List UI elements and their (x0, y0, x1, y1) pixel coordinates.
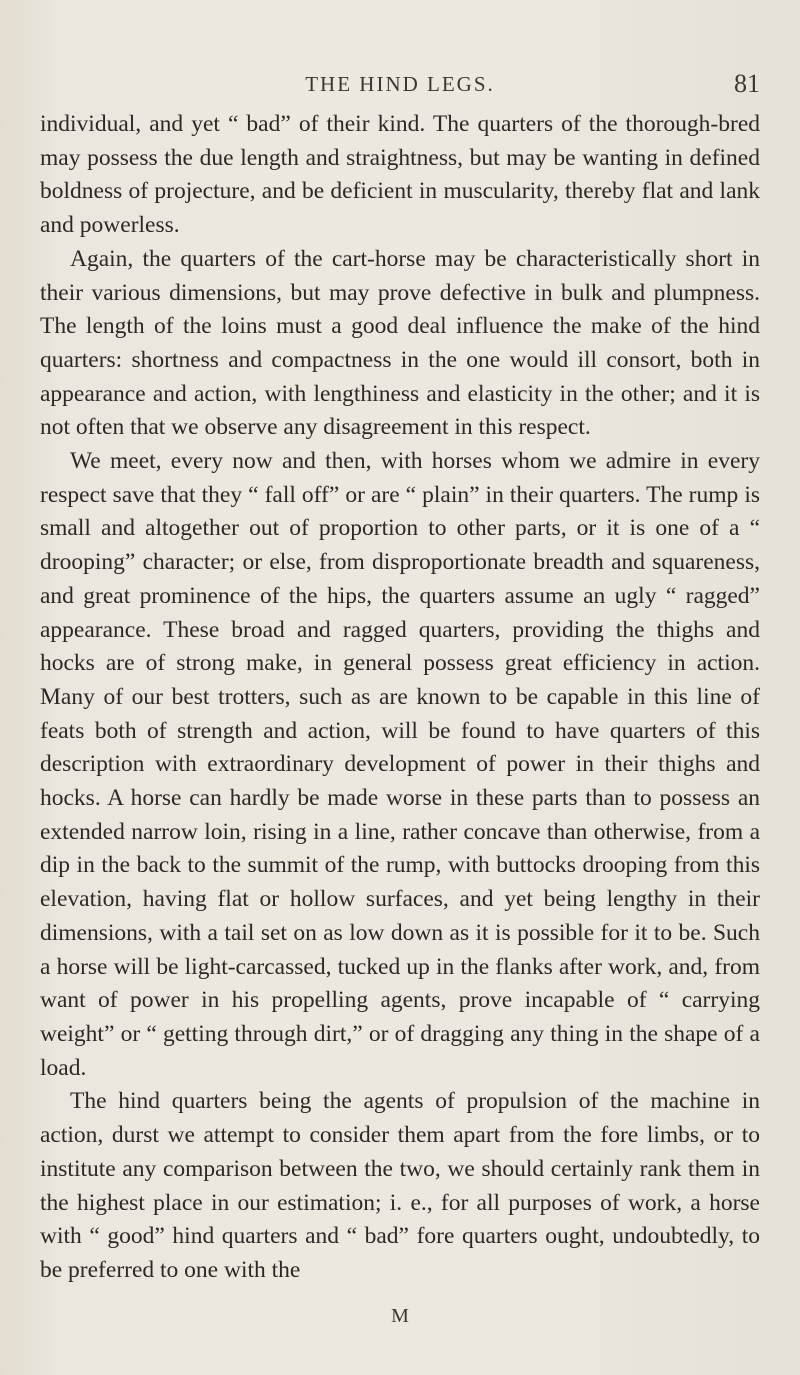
running-head (40, 69, 760, 100)
page-number: 81 (734, 69, 760, 98)
body-text (40, 108, 760, 1288)
signature-mark: M (391, 1305, 409, 1327)
running-title: THE HIND LEGS. (305, 72, 495, 96)
paragraph-2: Again, the quarters of the cart-horse may be characteristically short in their various dimensions, but may prove defective in bulk and plumpness. The length of the loins must a good deal influence the make of the hind quarters: shortness and compactness in the one would ill consort, both in appearance and action, with lengthiness and elasticity in the other; and it is not often that we observe any disagreement in this respect. (40, 245, 760, 441)
paragraph-1: individual, and yet “ bad” of their kind. The quarters of the thorough-bred may possess the due length and straightness, but may be wanting in defined boldness of projecture, and be deficient in muscularity, thereby flat and lank and powerless. (40, 111, 760, 239)
paragraph-3: We meet, every now and then, with horses whom we admire in every respect save that they “ fall off” or are “ plain” in their quarters. The rump is small and altogether out of proportion to other parts, or it is one of a “ drooping” character; or else, from disproportionate breadth and squareness, and great prominence of the hips, the quarters assume an ugly “ ragged” appearance. These broad and ragged quarters, providing the thighs and hocks are of strong make, in general possess great efficiency in action. Many of our best trotters, such as are known to be capable in this line of feats both of strength and action, will be found to have quarters of this description with extraordinary development of power in their thighs and hocks. A horse can hardly be made worse in these parts than to possess an extended narrow loin, rising in a line, rather concave than otherwise, from a dip in the back to the summit of the rump, with buttocks drooping from this elevation, having flat or hollow surfaces, and yet being lengthy in their dimensions, with a tail set on as low down as it is possible for it to be. Such a horse will be light-carcassed, tucked up in the flanks after work, and, from want of power in his propelling agents, prove incapable of “ carrying weight” or “ getting through dirt,” or of dragging any thing in the shape of a load. (40, 448, 760, 1081)
paragraph-4: The hind quarters being the agents of propulsion of the machine in action, durst we attempt to consider them apart from the fore limbs, or to institute any comparison between the two, we should certainly rank them in the highest place in our estimation; i. e., for all purposes of work, a horse with “ good” hind quarters and “ bad” fore quarters ought, undoubtedly, to be preferred to one with the (40, 1088, 760, 1283)
